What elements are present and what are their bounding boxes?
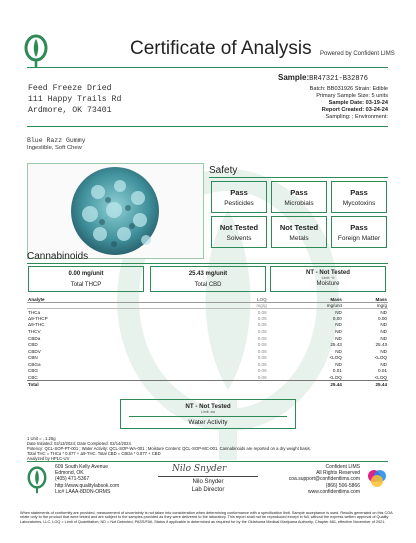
confident-phone: (866) 506-5866 bbox=[325, 482, 360, 489]
analyte-cell: CBC bbox=[28, 374, 38, 380]
cannabinoids-divider bbox=[27, 263, 388, 264]
analyte-cell: THCa bbox=[28, 309, 40, 315]
water-activity-divider bbox=[129, 416, 287, 417]
sample-header bbox=[278, 73, 368, 83]
mass-g-cell: ND bbox=[380, 361, 387, 367]
water-activity-label: Water Activity bbox=[188, 419, 228, 426]
client-name: Feed Freeze Dried bbox=[28, 84, 112, 93]
test-result: Not Tested bbox=[279, 223, 319, 232]
moisture-limit: Limit: % bbox=[321, 276, 335, 280]
loq-cell: 0.06 bbox=[257, 342, 267, 348]
mass-g-cell: ND bbox=[380, 335, 387, 341]
signer-name: Nilo Snyder bbox=[192, 479, 224, 485]
product-name: Blue Razz Gummy bbox=[27, 137, 86, 144]
confident-website-link[interactable]: www.confidentlims.com bbox=[308, 488, 360, 495]
confident-email-link[interactable]: coa.support@confidentlims.com bbox=[288, 476, 360, 483]
product-photo bbox=[27, 163, 204, 259]
note-analyzer: Analyzed by HPLC-UV bbox=[27, 455, 70, 461]
safety-test-foreign-matter bbox=[331, 216, 387, 248]
mass-unit-cell: ND bbox=[335, 361, 342, 367]
lab-street: 609 South Kelly Avenue bbox=[55, 464, 109, 470]
safety-title: Safety bbox=[209, 165, 238, 176]
test-result: Not Tested bbox=[219, 223, 259, 232]
analyte-cell: CBG bbox=[28, 368, 38, 374]
loq-cell: 0.06 bbox=[257, 355, 267, 361]
page-title: Certificate of Analysis bbox=[130, 38, 312, 59]
lab-phone: (405) 471-5367 bbox=[55, 476, 90, 483]
test-label: Pesticides bbox=[224, 200, 254, 207]
analyte-cell: CBD bbox=[28, 342, 38, 348]
report-created: Report Created: 03-24-24 bbox=[321, 107, 388, 113]
unit-mass-g: mg/g bbox=[343, 303, 388, 309]
confident-name: Confident LIMS bbox=[325, 464, 360, 470]
gummy-image bbox=[28, 164, 203, 258]
note-formula: Total THC = THCa * 0.877 + Δ9-THC. Total CBD = CBDa * 0.877 + CBD bbox=[27, 450, 161, 456]
total-cbd-label: Total CBD bbox=[194, 282, 222, 288]
total-mass-g: 25.44 bbox=[343, 381, 388, 388]
moisture-value: NT - Not Tested bbox=[306, 270, 350, 276]
mass-g-cell: 25.43 bbox=[375, 342, 387, 348]
mass-g-cell: <LOQ bbox=[374, 355, 387, 361]
lab-city: Edmond, OK bbox=[55, 470, 84, 477]
mass-g-cell: ND bbox=[380, 322, 387, 328]
mass-unit-cell: ND bbox=[335, 322, 342, 328]
client-city: Ardmore, OK 73401 bbox=[28, 106, 112, 115]
mass-unit-cell: 0.01 bbox=[332, 368, 342, 374]
unit-mass-unit: mg/unit bbox=[268, 303, 343, 309]
test-result: Pass bbox=[290, 188, 308, 197]
mass-g-cell: 0.01 bbox=[378, 368, 387, 374]
test-result: Pass bbox=[350, 188, 368, 197]
total-thcp-value: 0.00 mg/unit bbox=[68, 271, 104, 277]
analyte-cell: Δ9-THC bbox=[28, 322, 45, 328]
analyte-cell: THCV bbox=[28, 328, 41, 334]
mass-unit-cell: 0.00 bbox=[332, 315, 342, 321]
mass-unit-cell: <LOQ bbox=[329, 355, 342, 361]
analyte-cell: Δ9-THCP bbox=[28, 315, 48, 321]
footer-divider bbox=[27, 461, 388, 462]
confident-logo bbox=[366, 468, 388, 490]
total-loq bbox=[177, 381, 267, 388]
mass-g-cell: ND bbox=[380, 348, 387, 354]
cannabinoid-table bbox=[27, 296, 388, 387]
loq-cell: 0.06 bbox=[257, 374, 267, 380]
signer-block bbox=[158, 479, 258, 494]
analyte-cell: CBN bbox=[28, 355, 38, 361]
mass-unit-cell: ND bbox=[335, 328, 342, 334]
test-result: Pass bbox=[230, 188, 248, 197]
safety-test-mycotoxins bbox=[331, 181, 387, 213]
lab-website-link[interactable]: http://www.qualitylabsok.com bbox=[55, 482, 120, 489]
analyte-cell: CBGa bbox=[28, 361, 41, 367]
moisture-box bbox=[270, 266, 386, 292]
total-thcp-label: Total THCP bbox=[70, 282, 102, 288]
moisture-label: Moisture bbox=[316, 281, 340, 287]
confident-street: All Rights Reserved bbox=[316, 470, 360, 477]
col-analyte: Analyte bbox=[27, 296, 177, 303]
mass-unit-cell: <LOQ bbox=[329, 374, 342, 380]
safety-test-solvents bbox=[211, 216, 267, 248]
col-mass-unit: Mass bbox=[268, 296, 343, 303]
mass-unit-cell: ND bbox=[335, 309, 342, 315]
unit-loq: mg/g bbox=[177, 303, 267, 309]
loq-cell: 0.06 bbox=[257, 328, 267, 334]
client-address bbox=[28, 83, 121, 116]
loq-cell: 0.06 bbox=[257, 309, 267, 315]
cannabinoids-title: Cannabinoids bbox=[27, 251, 89, 262]
test-label: Metals bbox=[289, 235, 309, 242]
product-info bbox=[27, 137, 86, 152]
loq-cell: 0.06 bbox=[257, 348, 267, 354]
total-label: Total bbox=[27, 381, 177, 388]
header-divider bbox=[27, 67, 388, 68]
test-label: Foreign Matter bbox=[337, 235, 381, 242]
total-cbd-box bbox=[150, 266, 266, 292]
test-result: Pass bbox=[350, 223, 368, 232]
note-dates: Date Initiated: 02/13/2024; Date Completed: 02/14/2024 bbox=[27, 440, 131, 446]
lab-license: Lic# LAAA-8DDN-ORMS bbox=[55, 488, 111, 495]
mass-g-cell: ND bbox=[380, 309, 387, 315]
col-loq: LOQ bbox=[177, 296, 267, 303]
water-activity-limit: Limit: aw bbox=[200, 410, 216, 414]
analyte-cell: CBDV bbox=[28, 348, 41, 354]
info-divider bbox=[27, 126, 388, 127]
note-methods: Potency: QCL-SOP-PT-001 ; Water Activity: QCL-SOP-WA-001 ; Moisture Content: QCL-SOP-MC-001. Cannabinoids are reported on a dry weight basis. bbox=[27, 445, 311, 451]
sampling-environment: Sampling: ; Environment: bbox=[325, 114, 388, 120]
mass-g-cell: <LOQ bbox=[374, 374, 387, 380]
safety-divider bbox=[209, 177, 388, 178]
safety-test-microbials bbox=[271, 181, 327, 213]
lab-contact bbox=[55, 464, 119, 495]
signature: Nilo Snyder bbox=[172, 464, 227, 474]
batch-strain: Batch: BB031926 Strain: Edible bbox=[309, 86, 388, 92]
sample-label: Sample: bbox=[278, 73, 310, 82]
total-thcp-box bbox=[28, 266, 144, 292]
loq-cell: 0.06 bbox=[257, 368, 267, 374]
mass-unit-cell: 25.43 bbox=[330, 342, 342, 348]
note-unit: 1 Unit = , 1.25g bbox=[27, 436, 56, 441]
signature-line bbox=[158, 476, 258, 477]
signer-title: Lab Director bbox=[191, 486, 225, 493]
total-mass-unit: 25.44 bbox=[268, 381, 343, 388]
sample-id: BR47321-B32876 bbox=[309, 75, 368, 83]
client-street: 111 Happy Trails Rd bbox=[28, 95, 122, 104]
test-label: Mycotoxins bbox=[342, 200, 376, 207]
total-cbd-value: 25.43 mg/unit bbox=[188, 271, 228, 277]
water-activity-value: NT - Not Tested bbox=[185, 403, 231, 410]
test-label: Microbials bbox=[284, 200, 314, 207]
safety-test-metals bbox=[271, 216, 327, 248]
analysis-notes bbox=[27, 437, 389, 462]
mass-g-cell: ND bbox=[380, 328, 387, 334]
product-type: Ingestible, Soft Chew bbox=[27, 144, 82, 151]
test-label: Solvents bbox=[226, 235, 252, 242]
mass-g-cell: 0.00 bbox=[378, 315, 387, 321]
quality-labs-logo bbox=[24, 34, 48, 68]
col-mass-g: Mass bbox=[343, 296, 388, 303]
water-activity-box bbox=[120, 399, 296, 429]
loq-cell: 0.06 bbox=[257, 361, 267, 367]
safety-test-pesticides bbox=[211, 181, 267, 213]
sample-date: Sample Date: 03-19-24 bbox=[328, 100, 388, 106]
analyte-cell: CBDa bbox=[28, 335, 41, 341]
loq-cell: 0.06 bbox=[257, 322, 267, 328]
powered-by: Powered by Confident LIMS bbox=[320, 51, 395, 57]
loq-cell: 0.06 bbox=[257, 335, 267, 341]
lab-logo bbox=[27, 466, 47, 494]
confident-contact bbox=[280, 464, 360, 495]
mass-unit-cell: ND bbox=[335, 335, 342, 341]
primary-sample-size: Primary Sample Size: 5 units bbox=[316, 93, 388, 99]
loq-cell: 0.06 bbox=[257, 315, 267, 321]
table-total-row bbox=[27, 381, 388, 388]
disclaimer: When statements of conformity are provided, measurement of uncertainty is not taken into consideration when determining conformance with a specification limit. Sample acceptance is used. Results generated on this COA relate only to the product that were tested and are subject to the samples provided as they were delivered to the laboratory. This report shall not be reproduced except in full, without the express written approval of Quality Laboratories, LLC. LOQ = Limit of Quantitation; ND = Not Detected; PASS/FAIL Status if applicable is determined as required for by the Oklahoma Medical Marijuana Authority; Chapter 681, effective November of 2021. bbox=[20, 511, 393, 524]
mass-unit-cell: ND bbox=[335, 348, 342, 354]
